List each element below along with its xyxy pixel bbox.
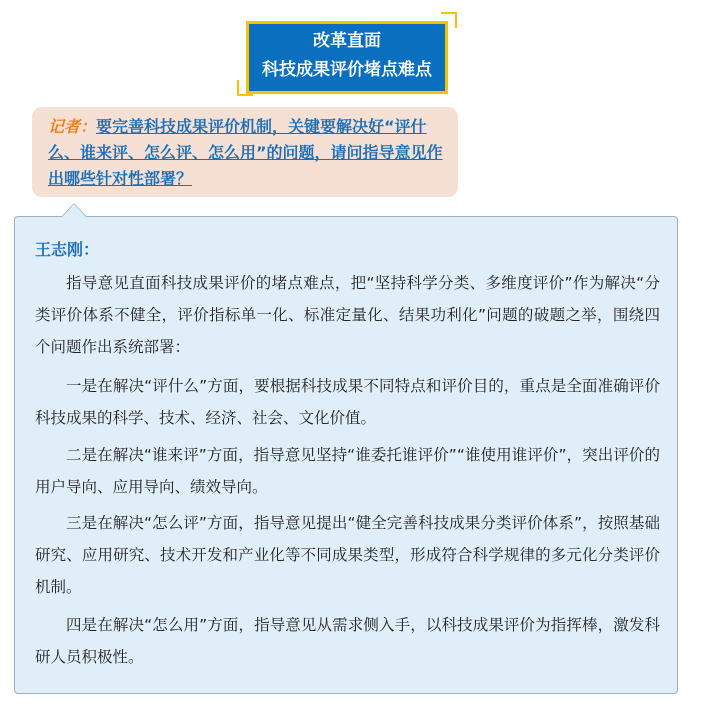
answer-paragraph-2: 一是在解决“评什么”方面，要根据科技成果不同特点和评价目的，重点是全面准确评价科技成果的科学、技术、经济、社会、文化价值。	[35, 377, 660, 427]
question-bubble	[32, 107, 458, 197]
answer-paragraph-5: 四是在解决“怎么用”方面，指导意见从需求侧入手，以科技成果评价为指挥棒，激发科研人员积极性。	[35, 616, 660, 666]
title-frame	[237, 12, 457, 96]
question-speaker: 记者：	[48, 117, 97, 136]
section-title-line-2: 科技成果评价堵点难点	[262, 60, 432, 80]
answer-paragraph-1: 指导意见直面科技成果评价的堵点难点，把“坚持科学分类、多维度评价”作为解决“分类评价体系不健全，评价指标单一化、标准定量化、结果功利化”问题的破题之举，围绕四个问题作出系统部署：	[35, 274, 660, 356]
section-title-line-1: 改革直面	[313, 31, 381, 51]
section-title-box	[246, 21, 448, 94]
speech-pointer	[61, 203, 87, 217]
answer-box	[14, 216, 678, 694]
answer-paragraph-4: 三是在解决“怎么评”方面，指导意见提出“健全完善科技成果分类评价体系”，按照基础研究、应用研究、技术开发和产业化等不同成果类型，形成符合科学规律的多元化分类评价机制。	[35, 514, 660, 596]
question-text: 要完善科技成果评价机制，关键要解决好“评什么、谁来评、怎么评、怎么用”的问题，请问指导意见作出哪些针对性部署？	[48, 117, 443, 188]
answer-paragraph-3: 二是在解决“谁来评”方面，指导意见坚持“谁委托谁评价”“谁使用谁评价”，突出评价的用户导向、应用导向、绩效导向。	[35, 446, 660, 496]
answer-speaker: 王志刚：	[35, 240, 100, 259]
